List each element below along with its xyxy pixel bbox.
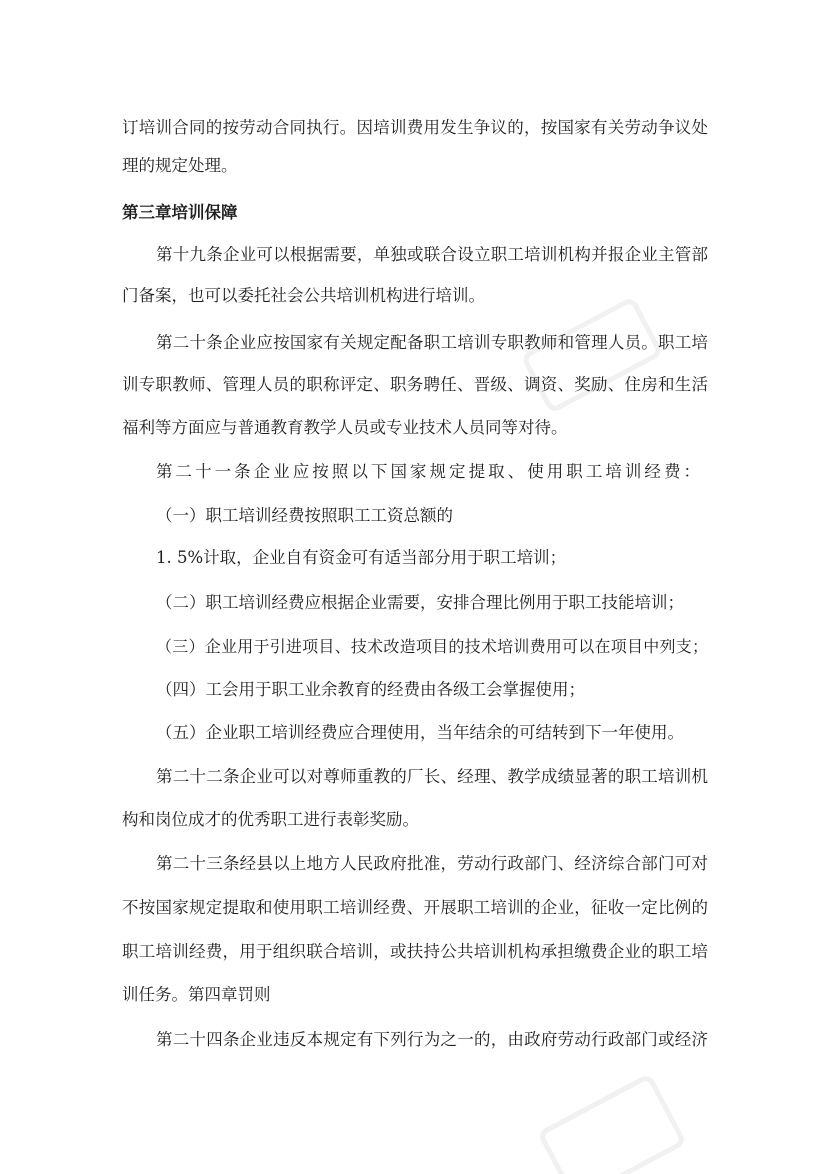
watermark	[537, 1073, 688, 1174]
paragraph-line: 第二十四条企业违反本规定有下列行为之一的，由政府劳动行政部门或经济	[156, 1030, 708, 1049]
paragraph-line: 第二十一条企业应按照以下国家规定提取、使用职工培训经费：	[156, 462, 700, 481]
paragraph-line: （三）企业用于引进项目、技术改造项目的技术培训费用可以在项目中列支；	[156, 637, 708, 656]
paragraph-line: 门备案，也可以委托社会公共培训机构进行培训。	[122, 286, 485, 305]
paragraph-line: （二）职工培训经费应根据企业需要，安排合理比例用于职工技能培训；	[156, 593, 684, 612]
paragraph-line: （五）企业职工培训经费应合理使用，当年结余的可结转到下一年使用。	[156, 723, 684, 742]
paragraph-line: 训任务。第四章罚则	[122, 985, 271, 1004]
paragraph-line: 第十九条企业可以根据需要，单独或联合设立职工培训机构并报企业主管部	[156, 245, 708, 264]
paragraph-line: 1. 5%计取，企业自有资金可有适当部分用于职工培训；	[156, 548, 567, 567]
paragraph-line: 第二十条企业应按国家有关规定配备职工培训专职教师和管理人员。职工培	[156, 333, 708, 352]
paragraph-line: 不按国家规定提取和使用职工培训经费、开展职工培训的企业，征收一定比例的	[122, 898, 708, 917]
paragraph-line: （一）职工培训经费按照职工工资总额的	[156, 506, 453, 525]
paragraph-line: 训专职教师、管理人员的职称评定、职务聘任、晋级、调资、奖励、住房和生活	[122, 375, 708, 394]
paragraph-line: 第二十二条企业可以对尊师重教的厂长、经理、教学成绩显著的职工培训机	[156, 767, 708, 786]
paragraph-line: （四）工会用于职工业余教育的经费由各级工会掌握使用；	[156, 680, 585, 699]
paragraph-line: 职工培训经费，用于组织联合培训，或扶持公共培训机构承担缴费企业的职工培	[122, 942, 708, 961]
paragraph-line: 构和岗位成才的优秀职工进行表彰奖励。	[122, 810, 419, 829]
paragraph-line: 订培训合同的按劳动合同执行。因培训费用发生争议的，按国家有关劳动争议处	[122, 118, 708, 137]
paragraph-line: 理的规定处理。	[122, 156, 238, 175]
paragraph-line: 福利等方面应与普通教育教学人员或专业技术人员同等对待。	[122, 418, 568, 437]
chapter-heading: 第三章培训保障	[122, 203, 238, 222]
paragraph-line: 第二十三条经县以上地方人民政府批准，劳动行政部门、经济综合部门可对	[156, 854, 708, 873]
